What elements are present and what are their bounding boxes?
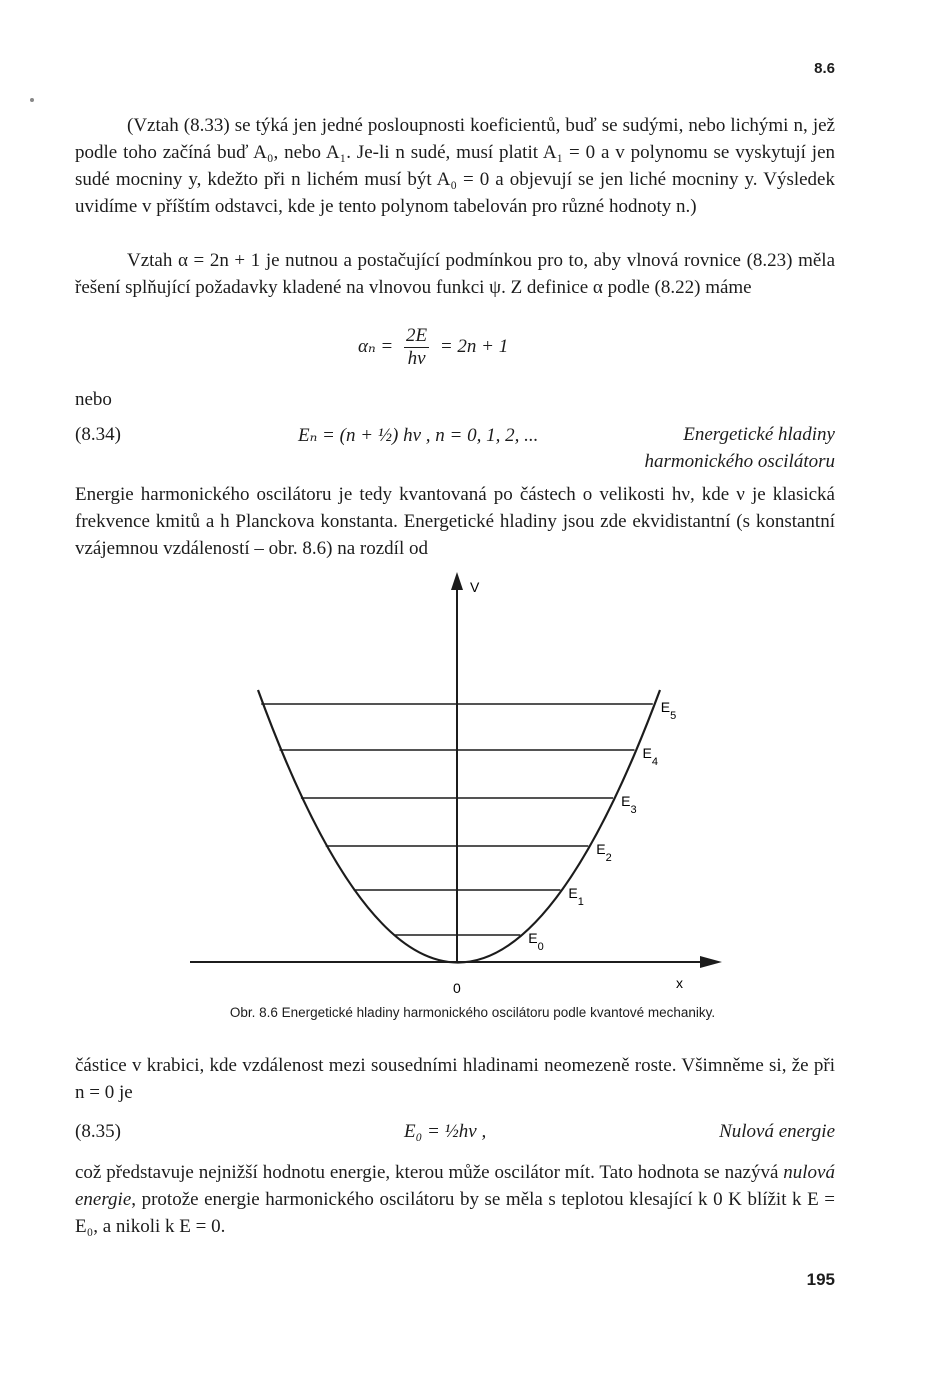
alpha-lhs: αₙ = <box>358 335 394 357</box>
figure-caption: Obr. 8.6 Energetické hladiny harmonického oscilátoru podle kvantové mechaniky. <box>229 1005 716 1020</box>
paragraph-5-start: což představuje nejnižší hodnotu energie, kterou může oscilátor mít. Tato hodnota se nazývá <box>75 1162 784 1183</box>
level-subscript: 3 <box>630 804 637 816</box>
potential-parabola <box>258 690 660 963</box>
v-axis-arrowhead <box>451 572 463 590</box>
level-subscript: 0 <box>537 941 544 953</box>
level-subscript: 1 <box>577 896 584 908</box>
page-number: 195 <box>806 1270 835 1289</box>
paragraph-4: částice v krabici, kde vzdálenost mezi sousedními hladinami neomezeně roste. Všimněme si, že při n = 0 je <box>75 1055 835 1103</box>
equation-834-title-line1: Energetické hladiny <box>683 424 835 445</box>
level-subscript: 5 <box>670 710 677 722</box>
alpha-rhs: = 2n + 1 <box>439 335 509 357</box>
paragraph-2: Vztah α = 2n + 1 je nutnou a postačující podmínkou pro to, aby vlnová rovnice (8.23) měla řešení splňující požadavky kladené na vlnovou funkci ψ. Z definice α podle (8.22) máme <box>75 250 835 298</box>
level-label-e0: $E_0$ <box>528 930 544 953</box>
level-label-e1: $E_1$ <box>568 885 584 908</box>
paragraph-5-emphasis: nulová energie <box>75 1162 835 1210</box>
equation-834-formula: Eₙ = (n + ½) hν , n = 0, 1, 2, ... <box>298 425 539 446</box>
level-label-e4: $E_4$ <box>642 745 658 768</box>
paragraph-5-end: , protože energie harmonického oscilátoru by se měla s teplotou klesající k 0 K blížit k E = E₀, a nikoli k E = 0. <box>75 1189 835 1237</box>
x-axis-arrowhead <box>700 956 722 968</box>
equation-834-title-line2: harmonického oscilátoru <box>644 451 835 472</box>
equation-835-number: (8.35) <box>75 1121 121 1142</box>
equation-835-title: Nulová energie <box>719 1121 835 1142</box>
paragraph-1: (Vztah (8.33) se týká jen jedné posloupnosti koeficientů, buď se sudými, nebo lichými n, jež podle toho začíná buď A₀, nebo A₁. Je-li n sudé, musí platit A₁ = 0 a v polynomu se vyskytují jen sudé mocniny y, kdežto při n lichém musí být A₀ = 0 a objevují se jen liché mocniny y. Výsledek uvidíme v příštím odstavci, kde je tento polynom tabelován pro různé hodnoty n.) <box>75 115 835 217</box>
level-label-e3: $E_3$ <box>621 793 637 816</box>
fraction-denominator: hν <box>407 348 426 369</box>
equation-835-formula: E₀ = ½hν , <box>404 1121 487 1142</box>
paragraph-5 <box>75 1159 835 1240</box>
fraction-numerator: 2E <box>406 325 428 346</box>
level-label-e5: $E_5$ <box>660 699 677 722</box>
level-subscript: 2 <box>605 852 612 864</box>
origin-label: 0 <box>453 980 461 996</box>
x-axis-label: x <box>676 975 683 991</box>
word-nebo: nebo <box>75 389 112 410</box>
level-subscript: 4 <box>651 756 658 768</box>
equation-834-number: (8.34) <box>75 424 121 445</box>
level-label-e2: $E_2$ <box>596 841 612 864</box>
section-number: 8.6 <box>814 60 835 77</box>
paragraph-3: Energie harmonického oscilátoru je tedy kvantovaná po částech o velikosti hν, kde ν je klasická frekvence kmitů a h Planckova konstanta. Energetické hladiny jsou zde ekvidistantní (s konstantní vzájemnou vzdáleností – obr. 8.6) na rozdíl od <box>75 484 835 559</box>
v-axis-label: V <box>470 579 480 595</box>
